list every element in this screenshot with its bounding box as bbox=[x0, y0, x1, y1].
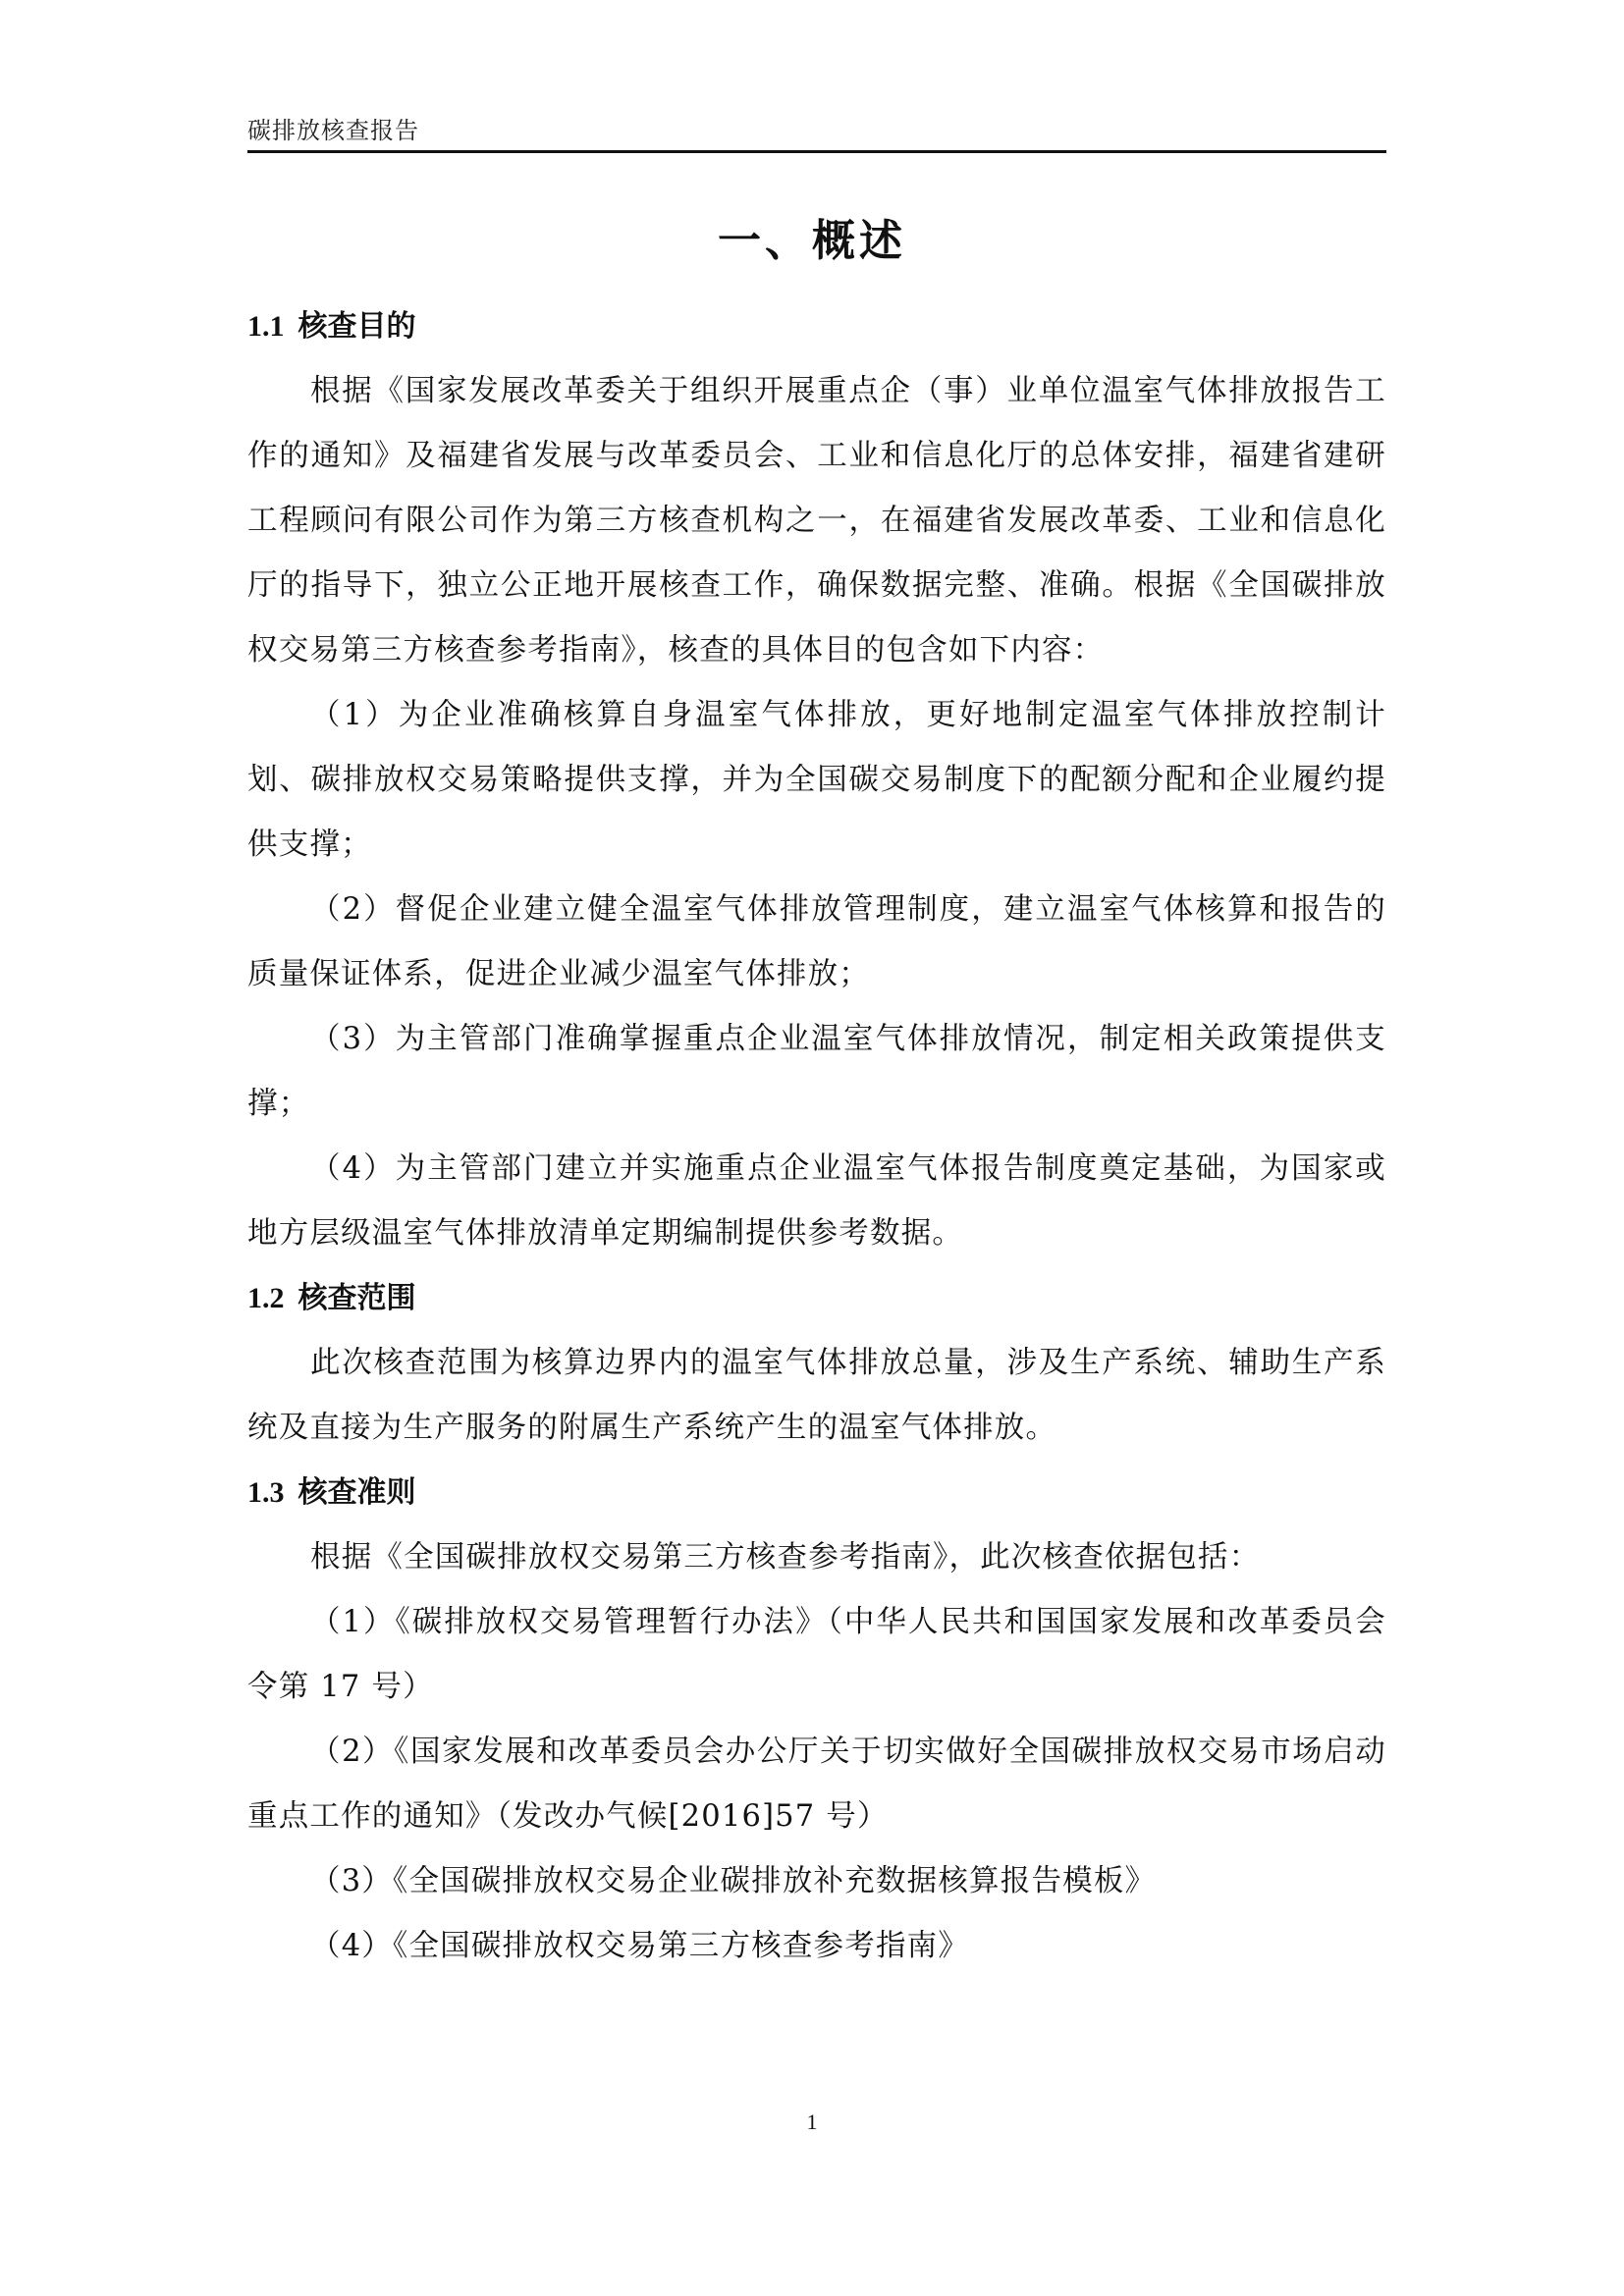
section-1-3 bbox=[247, 1461, 1386, 1979]
section-number: 1.1 bbox=[247, 310, 285, 343]
section-heading bbox=[247, 294, 1386, 359]
list-item: （1）《碳排放权交易管理暂行办法》（中华人民共和国国家发展和改革委员会令第 17 号） bbox=[247, 1605, 1386, 1704]
section-title: 核查范围 bbox=[298, 1281, 416, 1315]
section-heading bbox=[247, 1461, 1386, 1525]
section-title: 核查准则 bbox=[298, 1475, 416, 1510]
page-number: 1 bbox=[806, 2109, 818, 2134]
header-divider bbox=[247, 150, 1386, 153]
list-item: （2）《国家发展和改革委员会办公厅关于切实做好全国碳排放权交易市场启动重点工作的通知》（发改办气候[2016]57 号） bbox=[247, 1735, 1386, 1834]
list-item: （2）督促企业建立健全温室气体排放管理制度，建立温室气体核算和报告的质量保证体系，促进企业减少温室气体排放； bbox=[247, 892, 1386, 991]
list-item: （4）《全国碳排放权交易第三方核查参考指南》 bbox=[310, 1929, 970, 1963]
section-number: 1.2 bbox=[247, 1282, 285, 1314]
section-heading bbox=[247, 1266, 1386, 1331]
paragraph: 此次核查范围为核算边界内的温室气体排放总量，涉及生产系统、辅助生产系统及直接为生产服务的附属生产系统产生的温室气体排放。 bbox=[247, 1346, 1386, 1445]
section-1-2 bbox=[247, 1266, 1386, 1461]
list-item: （3）为主管部门准确掌握重点企业温室气体排放情况，制定相关政策提供支撑； bbox=[247, 1022, 1386, 1121]
list-item: （4）为主管部门建立并实施重点企业温室气体报告制度奠定基础，为国家或地方层级温室气体排放清单定期编制提供参考数据。 bbox=[247, 1151, 1386, 1251]
paragraph: 根据《国家发展改革委关于组织开展重点企（事）业单位温室气体排放报告工作的通知》及福建省发展与改革委员会、工业和信息化厅的总体安排，福建省建研工程顾问有限公司作为第三方核查机构之一，在福建省发展改革委、工业和信息化厅的指导下，独立公正地开展核查工作，确保数据完整、准确。根据《全国碳排放权交易第三方核查参考指南》，核查的具体目的包含如下内容： bbox=[247, 374, 1386, 667]
document-body bbox=[247, 294, 1386, 1979]
header-title: 碳排放核查报告 bbox=[247, 117, 419, 144]
list-item: （1）为企业准确核算自身温室气体排放，更好地制定温室气体排放控制计划、碳排放权交易策略提供支撑，并为全国碳交易制度下的配额分配和企业履约提供支撑； bbox=[247, 698, 1386, 862]
list-item: （3）《全国碳排放权交易企业碳排放补充数据核算报告模板》 bbox=[310, 1864, 1157, 1898]
page-header bbox=[247, 116, 1386, 151]
section-title: 核查目的 bbox=[298, 309, 416, 344]
section-1-1 bbox=[247, 294, 1386, 1266]
section-number: 1.3 bbox=[247, 1476, 285, 1509]
paragraph: 根据《全国碳排放权交易第三方核查参考指南》，此次核查依据包括： bbox=[310, 1540, 1261, 1575]
chapter-title: 一、概述 bbox=[718, 216, 906, 266]
